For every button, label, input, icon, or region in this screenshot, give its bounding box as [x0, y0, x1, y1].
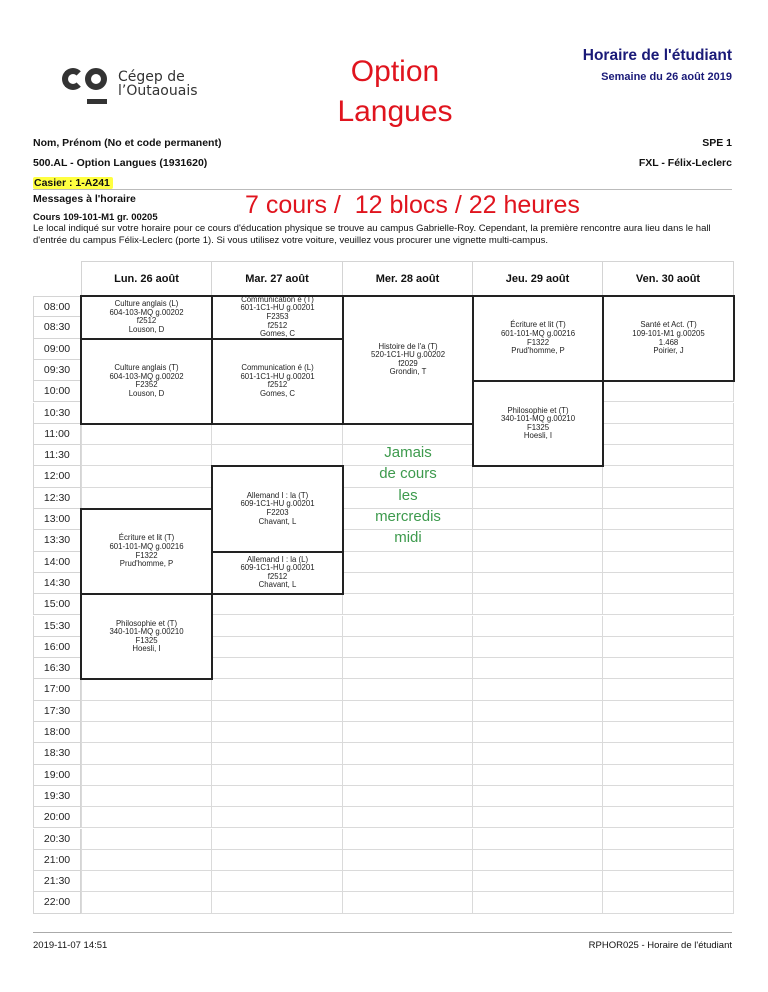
time-label: 22:00: [33, 892, 81, 913]
course-teacher: Chavant, L: [258, 516, 297, 526]
course-code: 604-103-MQ g.00202: [109, 307, 184, 317]
time-slot[interactable]: [343, 743, 473, 764]
time-slot[interactable]: [343, 892, 473, 913]
time-slot[interactable]: [603, 424, 734, 445]
time-label: 21:30: [33, 871, 81, 892]
course-title: Écriture et lit (T): [118, 533, 175, 543]
time-slot[interactable]: [81, 807, 212, 828]
day-header: Mer. 28 août: [343, 261, 473, 296]
course-title: Philosophie et (T): [507, 405, 569, 415]
course-block[interactable]: [211, 551, 344, 596]
grid-corner: [33, 261, 81, 296]
time-slot[interactable]: [212, 807, 343, 828]
time-label: 19:30: [33, 786, 81, 807]
time-slot[interactable]: [473, 616, 603, 637]
time-label: 11:30: [33, 445, 81, 466]
course-teacher: Poirier, J: [653, 346, 684, 356]
course-room: F2352: [135, 380, 158, 390]
time-slot[interactable]: [81, 850, 212, 871]
course-title: Culture anglais (T): [114, 363, 179, 372]
course-room: F1325: [135, 635, 158, 645]
time-slot[interactable]: [343, 616, 473, 637]
casier-highlight: Casier : 1-A241: [33, 177, 113, 189]
cegep-logo: [62, 66, 222, 110]
note-line: Jamais: [384, 444, 432, 461]
time-slot[interactable]: [81, 679, 212, 700]
course-code: 601-1C1-HU g.00201: [240, 303, 315, 313]
time-slot[interactable]: [212, 616, 343, 637]
course-block[interactable]: [211, 338, 344, 425]
time-slot[interactable]: [343, 679, 473, 700]
time-slot[interactable]: [603, 509, 734, 530]
footer-divider: [33, 932, 732, 933]
time-slot[interactable]: [473, 871, 603, 892]
time-slot[interactable]: [343, 786, 473, 807]
time-slot[interactable]: [473, 807, 603, 828]
time-slot[interactable]: [603, 445, 734, 466]
time-slot[interactable]: [603, 679, 734, 700]
option-annotation-line-2: Langues: [337, 95, 453, 128]
time-slot[interactable]: [343, 701, 473, 722]
course-block[interactable]: [211, 295, 344, 340]
time-slot[interactable]: [212, 701, 343, 722]
time-slot[interactable]: [343, 765, 473, 786]
course-code: 520-1C1-HU g.00202: [370, 350, 446, 360]
course-room: F1322: [135, 550, 158, 560]
day-header: Ven. 30 août: [603, 261, 734, 296]
time-label: 14:30: [33, 573, 81, 594]
time-slot[interactable]: [212, 637, 343, 658]
time-label: 15:00: [33, 594, 81, 615]
time-slot[interactable]: [343, 871, 473, 892]
time-label: 20:00: [33, 807, 81, 828]
schedule-grid: [33, 261, 734, 915]
course-room: f2512: [136, 316, 157, 326]
course-block[interactable]: [602, 295, 735, 382]
time-slot[interactable]: [603, 743, 734, 764]
time-slot[interactable]: [343, 722, 473, 743]
time-label: 17:30: [33, 701, 81, 722]
time-slot[interactable]: [603, 616, 734, 637]
time-label: 16:30: [33, 658, 81, 679]
course-teacher: Chavant, L: [258, 580, 297, 590]
student-group: SPE 1: [702, 137, 732, 149]
time-slot[interactable]: [81, 892, 212, 913]
time-label: 08:30: [33, 317, 81, 338]
course-code: 609-1C1-HU g.00201: [240, 499, 315, 509]
course-room: f2512: [267, 320, 288, 330]
course-block[interactable]: [80, 593, 213, 680]
time-slot[interactable]: [81, 743, 212, 764]
time-slot[interactable]: [603, 871, 734, 892]
time-slot[interactable]: [343, 552, 473, 573]
time-slot[interactable]: [603, 488, 734, 509]
time-slot[interactable]: [473, 765, 603, 786]
time-slot[interactable]: [473, 722, 603, 743]
time-slot[interactable]: [212, 722, 343, 743]
time-label: 10:00: [33, 381, 81, 402]
time-slot[interactable]: [343, 637, 473, 658]
time-slot[interactable]: [473, 509, 603, 530]
time-slot[interactable]: [212, 594, 343, 615]
course-room: 1.468: [658, 337, 679, 347]
course-teacher: Prud'homme, P: [511, 346, 565, 356]
logo-c-shape-icon: [62, 68, 84, 90]
course-room: F1322: [526, 337, 550, 347]
wednesday-note-annotation: [343, 442, 473, 548]
course-title: Philosophie et (T): [115, 618, 178, 628]
time-slot[interactable]: [343, 573, 473, 594]
time-slot[interactable]: [343, 850, 473, 871]
course-teacher: Grondin, T: [389, 367, 427, 377]
course-teacher: Gomes, C: [259, 329, 296, 339]
time-slot[interactable]: [81, 871, 212, 892]
time-slot[interactable]: [473, 701, 603, 722]
time-slot[interactable]: [603, 786, 734, 807]
time-slot[interactable]: [603, 466, 734, 487]
course-code: 609-1C1-HU g.00201: [240, 563, 315, 573]
note-line: midi: [394, 529, 422, 547]
casier-label: [33, 177, 113, 189]
time-label: 11:00: [33, 424, 81, 445]
option-annotation: [300, 52, 490, 132]
time-slot[interactable]: [473, 466, 603, 487]
time-slot[interactable]: [81, 701, 212, 722]
course-block[interactable]: [472, 295, 604, 382]
time-label: 21:00: [33, 850, 81, 871]
time-slot[interactable]: [603, 637, 734, 658]
course-block[interactable]: [211, 465, 344, 552]
course-room: F2203: [266, 507, 289, 517]
message-body: Le local indiqué sur votre horaire pour ce cours d'éducation physique se trouve au campus Gabrielle-Roy. Cependant, la première rencontre aura lieu dans le hall d'entrée du campus Félix-Leclerc (porte 1). Si vous utilisez votre voiture, veuillez vous procurer une vignette multi-campus.: [33, 223, 711, 246]
course-code: 340-101-MQ g.00210: [109, 627, 184, 637]
option-annotation-line-1: Option: [350, 55, 440, 88]
student-campus: FXL - Félix-Leclerc: [638, 157, 732, 169]
stats-annotation: 7 cours / 12 blocs / 22 heures: [245, 191, 580, 219]
course-code: 604-103-MQ g.00202: [109, 371, 184, 381]
note-line: de cours: [379, 465, 437, 483]
course-teacher: Louson, D: [128, 388, 165, 398]
course-title: Communication é (L): [241, 363, 314, 372]
course-code: 601-101-MQ g.00216: [109, 542, 184, 551]
time-label: 15:30: [33, 616, 81, 637]
time-slot[interactable]: [343, 658, 473, 679]
time-slot[interactable]: [603, 701, 734, 722]
time-slot[interactable]: [603, 765, 734, 786]
time-slot[interactable]: [212, 829, 343, 850]
course-room: f2029: [398, 358, 418, 368]
time-label: 17:00: [33, 679, 81, 700]
student-program: 500.AL - Option Langues (1931620): [33, 157, 208, 169]
time-slot[interactable]: [212, 679, 343, 700]
time-label: 10:30: [33, 403, 81, 424]
time-slot[interactable]: [473, 637, 603, 658]
course-title: Communication é (T): [241, 295, 314, 304]
time-slot[interactable]: [81, 786, 212, 807]
print-timestamp: 2019-11-07 14:51: [33, 940, 108, 951]
time-slot[interactable]: [603, 850, 734, 871]
time-label: 13:00: [33, 509, 81, 530]
course-teacher: Prud'homme, P: [119, 559, 174, 569]
course-block[interactable]: [472, 380, 604, 467]
report-code: RPHOR025 - Horaire de l'étudiant: [588, 940, 732, 951]
time-label: 19:00: [33, 765, 81, 786]
time-label: 09:30: [33, 360, 81, 381]
course-title: Allemand I : la (T): [246, 490, 309, 500]
course-code: 601-101-MQ g.00216: [500, 329, 576, 338]
report-title: Horaire de l'étudiant: [582, 47, 732, 64]
logo-line-2: l’Outaouais: [118, 83, 198, 99]
course-teacher: Hoesli, I: [132, 644, 161, 654]
time-slot[interactable]: [603, 530, 734, 551]
course-code: 340-101-MQ g.00210: [500, 414, 576, 424]
time-label: 12:00: [33, 466, 81, 487]
day-header: Lun. 26 août: [81, 261, 212, 296]
course-teacher: Gomes, C: [259, 388, 296, 398]
time-slot[interactable]: [81, 722, 212, 743]
course-title: Histoire de l'a (T): [378, 341, 438, 351]
time-slot[interactable]: [212, 765, 343, 786]
course-title: Écriture et lit (T): [510, 320, 566, 330]
course-room: F2353: [266, 312, 289, 321]
divider: [33, 189, 732, 190]
time-slot[interactable]: [81, 424, 212, 445]
course-room: f2512: [267, 571, 288, 581]
time-label: 20:30: [33, 829, 81, 850]
time-slot[interactable]: [603, 829, 734, 850]
logo-o-shape-icon: [85, 68, 107, 90]
time-slot[interactable]: [603, 722, 734, 743]
time-slot[interactable]: [212, 658, 343, 679]
course-title: Culture anglais (L): [114, 299, 179, 309]
time-label: 12:30: [33, 488, 81, 509]
time-slot[interactable]: [473, 573, 603, 594]
time-slot[interactable]: [81, 466, 212, 487]
time-slot[interactable]: [81, 445, 212, 466]
time-slot[interactable]: [343, 594, 473, 615]
time-label: 09:00: [33, 339, 81, 360]
course-block[interactable]: [342, 295, 474, 425]
time-slot[interactable]: [473, 786, 603, 807]
course-teacher: Hoesli, I: [523, 431, 553, 441]
course-block[interactable]: [80, 338, 213, 425]
time-label: 18:30: [33, 743, 81, 764]
time-slot[interactable]: [603, 807, 734, 828]
logo-text: [118, 70, 198, 98]
messages-heading: Messages à l'horaire: [33, 193, 136, 205]
course-room: f2512: [267, 380, 288, 390]
course-title: Santé et Act. (T): [640, 320, 697, 330]
time-label: 13:30: [33, 530, 81, 551]
logo-bar-shape-icon: [87, 99, 107, 104]
time-slot[interactable]: [473, 552, 603, 573]
message-course: Cours 109-101-M1 gr. 00205: [33, 212, 158, 223]
course-title: Allemand I : la (L): [246, 554, 309, 564]
time-slot[interactable]: [212, 892, 343, 913]
time-slot[interactable]: [81, 829, 212, 850]
course-block[interactable]: [80, 508, 213, 595]
time-label: 16:00: [33, 637, 81, 658]
time-slot[interactable]: [473, 679, 603, 700]
time-slot[interactable]: [603, 552, 734, 573]
note-line: les: [398, 486, 418, 504]
time-slot[interactable]: [473, 829, 603, 850]
time-slot[interactable]: [343, 807, 473, 828]
course-block[interactable]: [80, 295, 213, 340]
logo-line-1: Cégep de: [118, 69, 185, 85]
time-slot[interactable]: [603, 658, 734, 679]
time-slot[interactable]: [473, 850, 603, 871]
time-slot[interactable]: [473, 892, 603, 913]
time-slot[interactable]: [212, 871, 343, 892]
student-name: Nom, Prénom (No et code permanent): [33, 137, 222, 149]
time-label: 14:00: [33, 552, 81, 573]
time-slot[interactable]: [473, 488, 603, 509]
course-code: 109-101-M1 g.00205: [632, 329, 705, 338]
time-slot[interactable]: [603, 594, 734, 615]
day-header: Jeu. 29 août: [473, 261, 603, 296]
time-slot[interactable]: [81, 765, 212, 786]
time-slot[interactable]: [212, 424, 343, 445]
time-slot[interactable]: [343, 829, 473, 850]
course-code: 601-1C1-HU g.00201: [240, 371, 315, 381]
time-slot[interactable]: [81, 488, 212, 509]
time-slot[interactable]: [473, 594, 603, 615]
time-slot[interactable]: [603, 403, 734, 424]
time-slot[interactable]: [603, 573, 734, 594]
time-label: 08:00: [33, 296, 81, 317]
time-slot[interactable]: [603, 892, 734, 913]
time-slot[interactable]: [212, 445, 343, 466]
time-slot[interactable]: [603, 381, 734, 402]
time-slot[interactable]: [473, 743, 603, 764]
time-slot[interactable]: [212, 743, 343, 764]
time-label: 18:00: [33, 722, 81, 743]
time-slot[interactable]: [212, 786, 343, 807]
note-line: mercredis: [375, 507, 441, 525]
course-room: F1325: [526, 422, 550, 432]
time-slot[interactable]: [212, 850, 343, 871]
time-slot[interactable]: [473, 530, 603, 551]
week-label: Semaine du 26 août 2019: [601, 71, 732, 83]
time-slot[interactable]: [473, 658, 603, 679]
day-header: Mar. 27 août: [212, 261, 343, 296]
course-teacher: Louson, D: [128, 324, 165, 334]
